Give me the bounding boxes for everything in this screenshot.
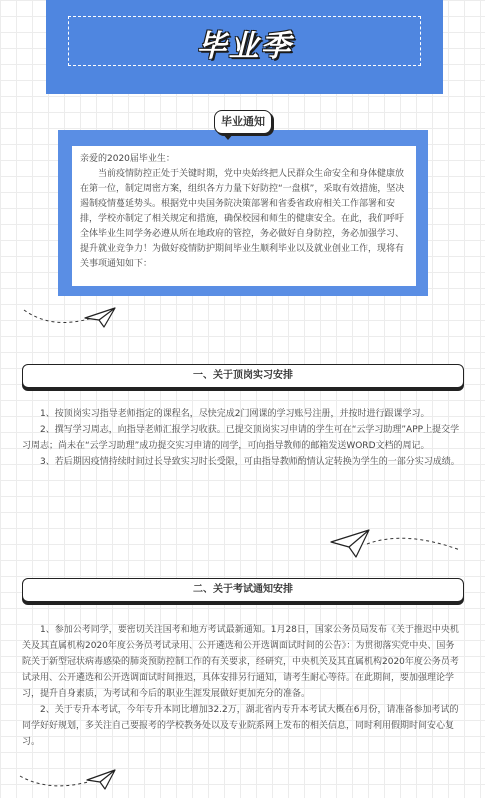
- paper-plane-icon: [330, 528, 370, 558]
- notice-panel: [58, 130, 428, 296]
- section-2-paragraph: 2、关于专升本考试，今年专升本同比增加32.2万，湖北省内专升本考试大概在6月份，请准备参加考试的同学好好规划，多关注自己要报考的学校教务处以及专业院系网上发布的相关信息，同时利用假期时间安心复习。: [22, 705, 459, 747]
- section-1-paragraph: 2、撰写学习周志，向指导老师汇报学习收获。已提交顶岗实习申请的学生可在“云学习助理”APP上提交学习周志；尚未在“云学习助理”成功提交实习申请的同学，可向指导教师的邮箱发送WORD文档的周记。: [22, 425, 460, 451]
- notice-body: 当前疫情防控正处于关键时期，党中央始终把人民群众生命安全和身体健康放在第一位，制定周密方案，组织各方力量下好防控“一盘棋”，采取有效措施，坚决遏制疫情蔓延势头。根据党中央国务院决策部署和省委省政府相关工作部署和安排，学校亦制定了相关规定和措施，确保校园和师生的健康安全。在此，我们呼吁全体毕业生同学务必遵从所在地政府的管控，务必做好自身防控，务必加强学习、提升就业竞争力！为做好疫情防护期间毕业生顺利毕业以及就业创业工作，现将有关事项通知如下：: [80, 169, 405, 269]
- banner: [46, 0, 443, 94]
- section-2-body: [22, 622, 462, 750]
- section-1-paragraph: 1、按顶岗实习指导老师指定的课程名，尽快完成2门网课的学习账号注册，并按时进行跟课学习。: [40, 409, 430, 419]
- banner-title: 毕业季: [196, 29, 293, 64]
- paper-plane-icon: [86, 768, 116, 790]
- banner-dashed-frame: [68, 16, 421, 66]
- section-1-body: [22, 406, 462, 470]
- notice-label-tail: [222, 133, 234, 140]
- dashed-trail: [365, 530, 465, 560]
- section-1-header: 一、关于顶岗实习安排: [22, 364, 464, 388]
- section-1-paragraph: 3、若后期因疫情持续时间过长导致实习时长受限，可由指导教师酌情认定转换为学生的一部分实习成绩。: [40, 457, 460, 467]
- notice-greeting: 亲爱的2020届毕业生：: [80, 154, 175, 164]
- section-2-header: 二、关于考试通知安排: [22, 578, 464, 602]
- paper-plane-icon: [84, 306, 116, 328]
- notice-label: 毕业通知: [214, 110, 272, 134]
- notice-card: [72, 146, 416, 286]
- section-2-paragraph: 1、参加公考同学，要密切关注国考和地方考试最新通知。1月28日，国家公务员局发布《关于推迟中央机关及其直属机构2020年度公务员考试录用、公开遴选和公开选调面试时间的公告》：为贯彻落实党中央、国务院关于新型冠状病毒感染的肺炎预防控制工作的有关要求，经研究，中央机关及其直属机构2020年度公务员考试录用、公开遴选和公开选调面试时间推迟，具体安排另行通知，请考生耐心等待。在此期间，要加强理论学习，提升自身素质，为考试和今后的职业生涯发展做好更加充分的准备。: [22, 625, 459, 699]
